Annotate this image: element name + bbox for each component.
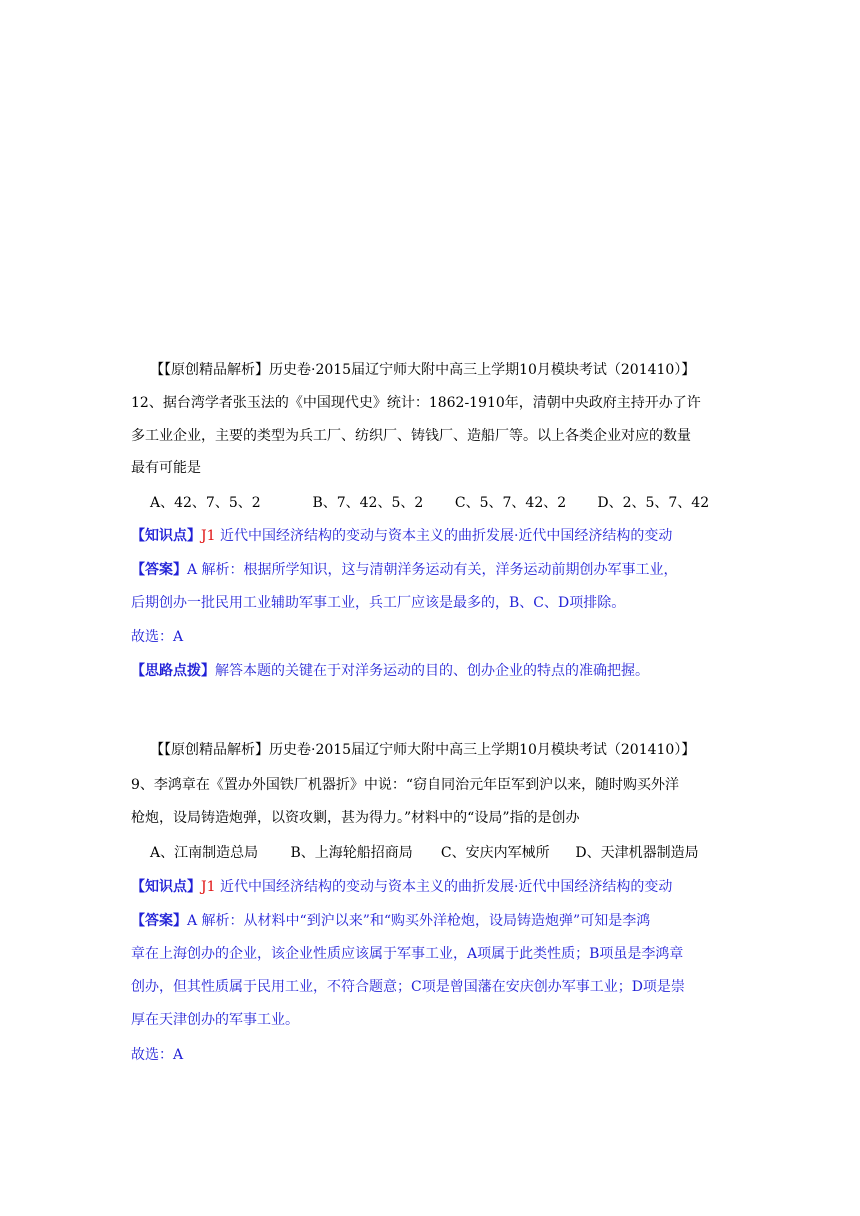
knowledge-code: J1 (201, 528, 216, 544)
option-b: B、上海轮船招商局 (290, 845, 413, 861)
answer-label: 【答案】 (131, 562, 187, 578)
answer-line: 章在上海创办的企业，该企业性质应该属于军事工业，A项属于此类性质；B项虽是李鸿章 (131, 946, 684, 962)
option-d: D、天津机器制造局 (575, 845, 699, 861)
question-stem-line: 12、据台湾学者张玉法的《中国现代史》统计：1862-1910年，清朝中央政府主持开办了许 (131, 395, 701, 411)
question-stem-line: 最有可能是 (131, 460, 201, 476)
question-stem-line: 多工业企业，主要的类型为兵工厂、纺织厂、铸钱厂、造船厂等。以上各类企业对应的数量 (131, 428, 691, 444)
answer-line: 后期创办一批民用工业辅助军事工业，兵工厂应该是最多的，B、C、D项排除。 (131, 595, 626, 611)
option-a: A、42、7、5、2 (150, 495, 261, 511)
answer-line (131, 911, 650, 931)
option-d: D、2、5、7、42 (597, 495, 710, 511)
option-b: B、7、42、5、2 (312, 495, 424, 511)
question-stem-line: 9、李鸿章在《置办外国铁厂机器折》中说：“窃自同治元年臣军到沪以来，随时购买外洋 (131, 777, 680, 793)
option-a: A、江南制造总局 (150, 845, 259, 861)
question-header: 【【原创精品解析】历史卷·2015届辽宁师大附中高三上学期10月模块考试（201410）】 (150, 742, 696, 758)
knowledge-code: J1 (201, 879, 216, 895)
tip-text: 解答本题的关键在于对洋务运动的目的、创办企业的特点的准确把握。 (215, 663, 649, 679)
choice-line: 故选：A (131, 1047, 184, 1063)
knowledge-label: 【知识点】 (131, 528, 201, 544)
answer-line: 创办，但其性质属于民用工业，不符合题意；C项是曾国藩在安庆创办军事工业；D项是崇 (131, 979, 685, 995)
option-c: C、5、7、42、2 (454, 495, 567, 511)
knowledge-label: 【知识点】 (131, 879, 201, 895)
answer-text: A 解析：根据所学知识，这与清朝洋务运动有关，洋务运动前期创办军事工业， (187, 562, 678, 578)
knowledge-point (131, 526, 672, 546)
question-header: 【【原创精品解析】历史卷·2015届辽宁师大附中高三上学期10月模块考试（201410）】 (150, 362, 696, 378)
option-c: C、安庆内军械所 (440, 845, 550, 861)
knowledge-text: 近代中国经济结构的变动与资本主义的曲折发展·近代中国经济结构的变动 (219, 879, 673, 895)
tip-label: 【思路点拨】 (131, 663, 215, 679)
answer-line (131, 560, 678, 580)
choice-line: 故选：A (131, 629, 184, 645)
question-stem-line: 枪炮，设局铸造炮弹，以资攻剿，甚为得力。”材料中的“设局”指的是创办 (131, 810, 580, 826)
options-row (150, 843, 699, 863)
options-row (150, 493, 709, 513)
tip-line (131, 661, 649, 681)
knowledge-text: 近代中国经济结构的变动与资本主义的曲折发展·近代中国经济结构的变动 (219, 528, 673, 544)
answer-line: 厚在天津创办的军事工业。 (131, 1012, 299, 1028)
knowledge-point (131, 877, 672, 897)
answer-label: 【答案】 (131, 913, 187, 929)
answer-text: A 解析：从材料中“到沪以来”和“购买外洋枪炮，设局铸造炮弹”可知是李鸿 (187, 913, 651, 929)
